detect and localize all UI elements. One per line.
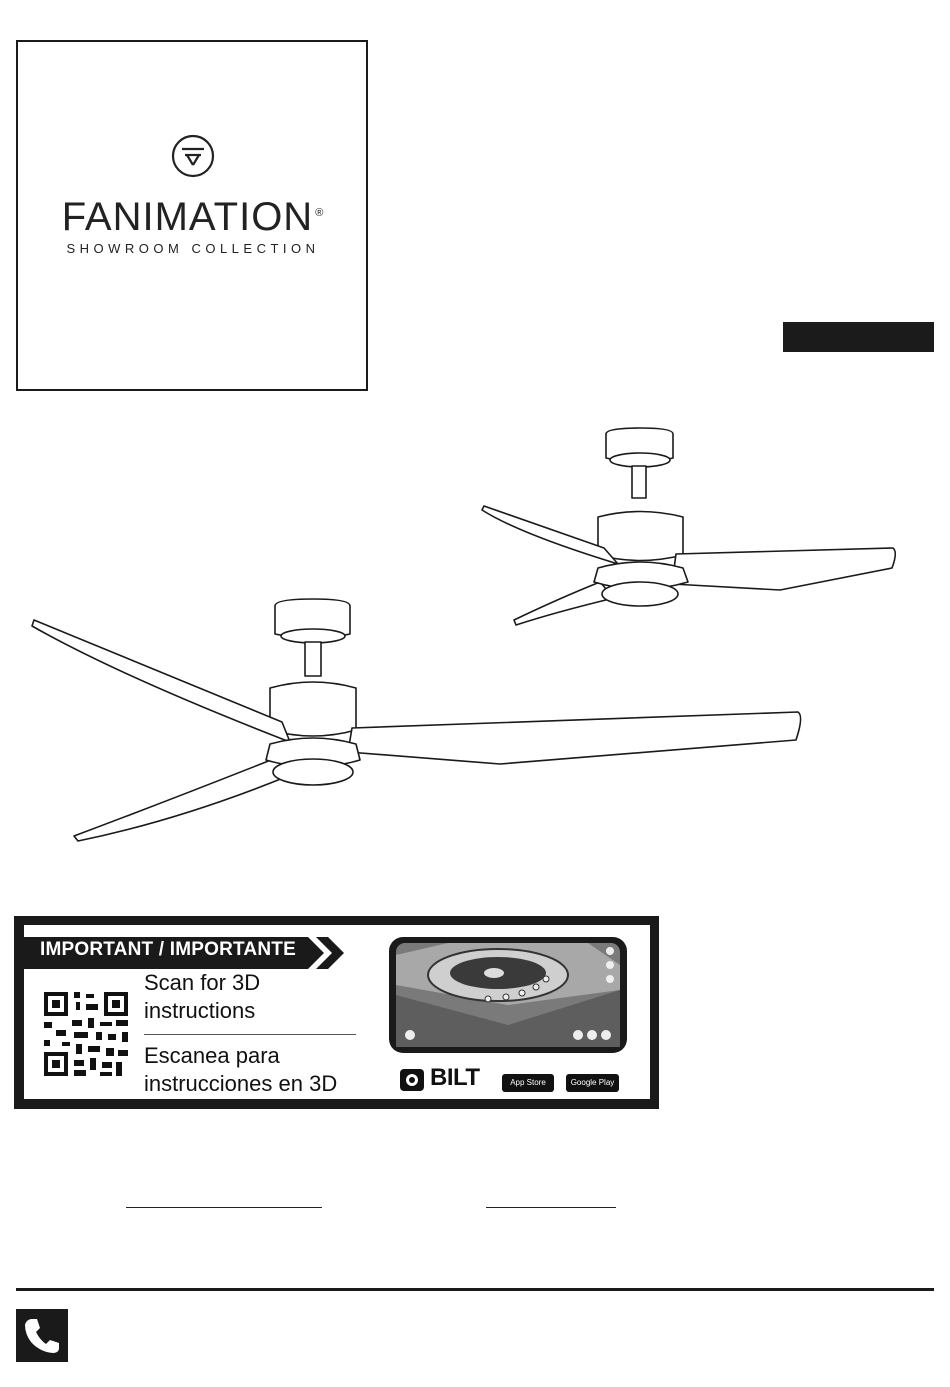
brand-subtitle: SHOWROOM COLLECTION [66, 241, 320, 256]
app-store-badge[interactable] [502, 1074, 554, 1092]
scan-divider [144, 1034, 356, 1035]
phone-icon [16, 1309, 68, 1362]
bilt-label: BILT [430, 1064, 480, 1091]
small-fan-illustration [482, 428, 895, 625]
model-label-bar [783, 322, 934, 352]
qr-code-icon[interactable] [42, 990, 130, 1078]
scan-instructions-spanish [144, 1042, 374, 1098]
footer-rule [16, 1288, 934, 1291]
model-number-line [126, 1207, 322, 1208]
scan-instructions-english [144, 969, 354, 1025]
phone-app-preview [388, 935, 628, 1055]
date-line [486, 1207, 616, 1208]
large-fan-illustration [32, 599, 801, 841]
app-store-label: App Store [510, 1078, 546, 1087]
phone-icon-box [16, 1309, 68, 1362]
scan-en-line2: instructions [144, 998, 256, 1023]
fanimation-logo-icon [170, 133, 216, 179]
google-play-label: Google Play [570, 1078, 615, 1087]
brand-name [18, 195, 368, 240]
scan-en-line1: Scan for 3D [144, 970, 261, 995]
google-play-badge[interactable] [566, 1074, 619, 1092]
scan-es-line1: Escanea para [144, 1043, 280, 1068]
banner-tag-label: IMPORTANT / IMPORTANTE [40, 939, 296, 960]
ceiling-fan-illustration [0, 400, 950, 860]
brand-name-text: FANIMATION [61, 195, 314, 239]
scan-es-line2: instrucciones en 3D [144, 1071, 338, 1096]
registered-mark: ® [315, 206, 325, 219]
